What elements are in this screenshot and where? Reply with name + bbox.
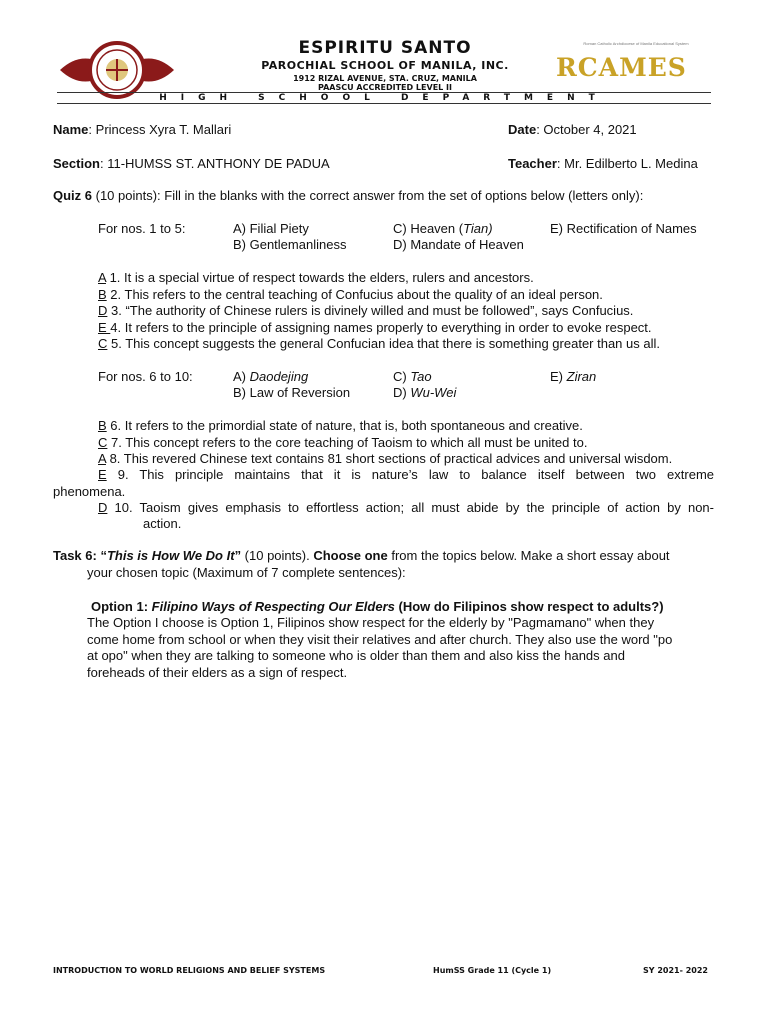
option-a-set2 [233, 369, 308, 384]
essay-line-2: come home from school or when they visit their relatives and after church. They also use the word "po [87, 632, 673, 647]
option-c-set1 [393, 221, 493, 236]
school-subtitle: PAROCHIAL SCHOOL OF MANILA, INC. [261, 59, 509, 72]
option-e-set2-text: E) [550, 369, 567, 384]
answer-10: D [98, 500, 108, 515]
student-name [53, 122, 231, 137]
option-d-set2-text: D) [393, 385, 411, 400]
quiz-label: Quiz 6 [53, 188, 93, 203]
item-2-text: 2. This refers to the central teaching of Confucius about the quality of an ideal person. [106, 287, 603, 302]
answer-8: A [98, 451, 106, 466]
task-points: (10 points). [241, 548, 314, 563]
answer-2: B [98, 287, 107, 302]
quiz-item-3 [98, 303, 633, 318]
option-e-set1: E) Rectification of Names [550, 221, 697, 236]
item-9-text-cont: phenomena. [53, 484, 126, 499]
essay-line-4: foreheads of their elders as a sign of respect. [87, 665, 348, 680]
footer-sy: SY 2021- 2022 [643, 966, 708, 975]
student-section [53, 156, 330, 171]
answer-3: D [98, 303, 108, 318]
quiz-item-1 [98, 270, 534, 285]
task-title: This is How We Do It [106, 548, 235, 563]
answer-1: A [98, 270, 106, 285]
quiz-item-2 [98, 287, 603, 302]
option-b-set1: B) Gentlemanliness [233, 237, 347, 252]
quiz-item-8 [98, 451, 672, 466]
option-d-set2 [393, 385, 456, 400]
rcames-logo: RCAMES [556, 53, 687, 82]
header-rule-bottom [57, 103, 711, 104]
option-1-title: Filipino Ways of Respecting Our Elders [151, 599, 395, 614]
quiz-item-10 [98, 500, 714, 515]
quiz-item-5 [98, 336, 660, 351]
option-e-set2 [550, 369, 596, 384]
item-6-text: 6. It refers to the primordial state of nature, that is, both spontaneous and creative. [106, 418, 583, 433]
school-address: 1912 RIZAL AVENUE, STA. CRUZ, MANILA [293, 74, 477, 83]
quiz-date [508, 122, 637, 137]
option-1-label: Option 1: [91, 599, 152, 614]
rcames-tagline: Roman Catholic Archdiocese of Manila Educational System [583, 41, 689, 46]
footer-grade: HumSS Grade 11 (Cycle 1) [433, 966, 552, 975]
item-10-text-cont: action. [143, 516, 182, 531]
answer-6: B [98, 418, 107, 433]
footer-course: INTRODUCTION TO WORLD RELIGIONS AND BELIEF SYSTEMS [53, 966, 326, 975]
section-value: : 11-HUMSS ST. ANTHONY DE PADUA [99, 156, 330, 171]
quiz-item-6 [98, 418, 583, 433]
school-accreditation: PAASCU ACCREDITED LEVEL II [317, 83, 452, 92]
option-d-set1: D) Mandate of Heaven [393, 237, 524, 252]
task-label-close: ” [234, 548, 242, 563]
option-1-heading [91, 599, 664, 614]
essay-line-3: at opo" when they are talking to someone who is older than them and also kiss the hands and [87, 648, 625, 663]
item-5-text: 5. This concept suggests the general Confucian idea that there is something greater than us all. [107, 336, 660, 351]
option-d-set2-italic: Wu-Wei [410, 385, 457, 400]
task-rest: from the topics below. Make a short essay about [387, 548, 670, 563]
school-name: ESPIRITU SANTO [298, 38, 472, 58]
teacher [508, 156, 698, 171]
option-a-set2-italic: Daodejing [249, 369, 309, 384]
section-label: Section [53, 156, 100, 171]
item-10-text: 10. Taoism gives emphasis to effortless action; all must abide by the principle of action by non- [107, 500, 714, 515]
answer-7: C [98, 435, 108, 450]
task-choose: Choose one [313, 548, 388, 563]
option-e-set2-italic: Ziran [566, 369, 597, 384]
set1-label: For nos. 1 to 5: [98, 221, 186, 236]
option-1-question: (How do Filipinos show respect to adults?) [394, 599, 664, 614]
item-8-text: 8. This revered Chinese text contains 81 short sections of practical advices and universal wisdom. [105, 451, 673, 466]
option-c-set1-italic: Tian) [463, 221, 493, 236]
option-b-set2: B) Law of Reversion [233, 385, 351, 400]
task-instruction-cont: your chosen topic (Maximum of 7 complete sentences): [87, 565, 406, 580]
teacher-value: : Mr. Edilberto L. Medina [556, 156, 698, 171]
answer-9: E [98, 467, 107, 482]
answer-4: E [98, 320, 111, 335]
option-c-set2-italic: Tao [410, 369, 432, 384]
name-label: Name [53, 122, 89, 137]
item-4-text: 4. It refers to the principle of assigning names properly to everything in order to evoke respect. [110, 320, 652, 335]
date-label: Date [508, 122, 537, 137]
quiz-item-4 [98, 320, 652, 335]
quiz-instruction-text: (10 points): Fill in the blanks with the correct answer from the set of options below (letters only): [92, 188, 644, 203]
name-value: : Princess Xyra T. Mallari [88, 122, 232, 137]
essay-line-1: The Option I choose is Option 1, Filipinos show respect for the elderly by "Pagmamano" when they [87, 615, 655, 630]
teacher-label: Teacher [508, 156, 557, 171]
item-9-text: 9. This principle maintains that it is nature’s law to balance itself between two extreme [106, 467, 714, 482]
quiz-item-9 [98, 467, 714, 482]
task-label: Task 6: “ [53, 548, 107, 563]
option-a-set2-text: A) [233, 369, 250, 384]
option-c-set2-text: C) [393, 369, 411, 384]
quiz-item-7 [98, 435, 587, 450]
item-3-text: 3. “The authority of Chinese rulers is divinely willed and must be followed”, says Confucius. [107, 303, 634, 318]
option-c-set2 [393, 369, 432, 384]
option-a-set1: A) Filial Piety [233, 221, 309, 236]
item-7-text: 7. This concept refers to the core teaching of Taoism to which all must be united to. [107, 435, 588, 450]
item-1-text: 1. It is a special virtue of respect towards the elders, rulers and ancestors. [105, 270, 534, 285]
option-c-set1-text: C) Heaven ( [393, 221, 464, 236]
answer-5: C [98, 336, 108, 351]
department-banner: HIGH SCHOOL DEPARTMENT [159, 93, 609, 103]
set2-label: For nos. 6 to 10: [98, 369, 193, 384]
quiz-instruction [53, 188, 643, 203]
date-value: : October 4, 2021 [536, 122, 637, 137]
task-instruction [53, 548, 670, 563]
